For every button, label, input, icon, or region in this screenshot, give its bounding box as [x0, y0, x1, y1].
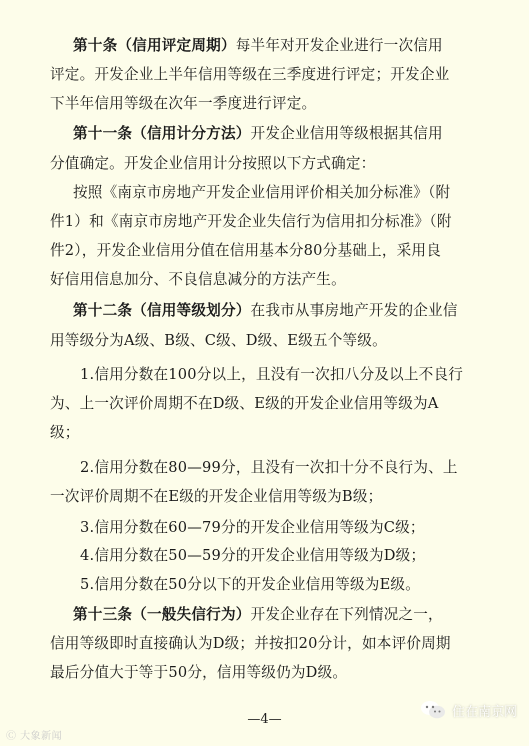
- article-11-line-6: 好信用信息加分、不良信息减分的方法产生。: [50, 271, 346, 288]
- article-13-heading: 第十三条（一般失信行为）: [73, 606, 251, 623]
- article-10-heading: 第十条（信用评定周期）: [73, 37, 236, 54]
- article-12-item-5: 5.信用分数在50分以下的开发企业信用等级为E级。: [80, 576, 421, 593]
- article-10-text: 每半年对开发企业进行一次信用: [235, 37, 443, 54]
- article-11-text: 开发企业信用等级根据其信用: [250, 125, 443, 142]
- article-12-line-2: 用等级分为A级、B级、C级、D级、E级五个等级。: [50, 332, 387, 349]
- article-12-heading: 第十二条（信用等级划分）: [73, 302, 251, 319]
- article-10-line-3: 下半年信用等级在次年一季度进行评定。: [50, 95, 317, 112]
- watermark-right: [420, 700, 517, 720]
- article-11-line-4: 件1）和《南京市房地产开发企业失信行为信用扣分标准》（附: [50, 213, 452, 230]
- article-12-item-1-line-3: 级；: [50, 424, 80, 441]
- article-11-heading: 第十一条（信用计分方法）: [73, 125, 251, 142]
- article-11-line-3: 按照《南京市房地产开发企业信用评价相关加分标准》（附: [73, 184, 451, 201]
- article-12-item-3: 3.信用分数在60—79分的开发企业信用等级为C级；: [80, 519, 425, 536]
- article-12-item-1-line-2: 为、上一次评价周期不在D级、E级的开发企业信用等级为A: [50, 395, 439, 412]
- article-11-line-1: [0, 124, 529, 144]
- article-11-line-2: 分值确定。开发企业信用计分按照以下方式确定：: [50, 155, 376, 172]
- article-12-text: 在我市从事房地产开发的企业信: [250, 302, 458, 319]
- article-12-item-2-line-1: 2.信用分数在80—99分，且没有一次扣十分不良行为、上: [80, 459, 458, 476]
- wechat-icon: [420, 700, 446, 720]
- watermark-left: Ⓒ 大象新闻: [6, 731, 63, 742]
- article-12-item-4: 4.信用分数在50—59分的开发企业信用等级为D级；: [80, 547, 426, 564]
- page-number: —4—: [247, 712, 282, 727]
- watermark-right-text: 住在南京网: [451, 704, 517, 720]
- article-12-item-1-line-1: 1.信用分数在100分以上，且没有一次扣八分及以上不良行: [80, 366, 464, 383]
- article-10-line-2: 评定。开发企业上半年信用等级在三季度进行评定；开发企业: [50, 66, 450, 83]
- article-13-line-2: 信用等级即时直接确认为D级；并按扣20分计，如本评价周期: [50, 635, 451, 652]
- article-10-line-1: [0, 36, 529, 56]
- article-12-line-1: [0, 301, 529, 321]
- article-12-item-2-line-2: 一次评价周期不在E级的开发企业信用等级为B级；: [50, 488, 383, 505]
- article-13-line-1: [0, 605, 529, 625]
- article-13-line-3: 最后分值大于等于50分，信用等级仍为D级。: [50, 664, 348, 681]
- article-11-line-5: 件2），开发企业信用分值在信用基本分80分基础上，采用良: [50, 242, 442, 259]
- article-13-text: 开发企业存在下列情况之一，: [250, 606, 443, 623]
